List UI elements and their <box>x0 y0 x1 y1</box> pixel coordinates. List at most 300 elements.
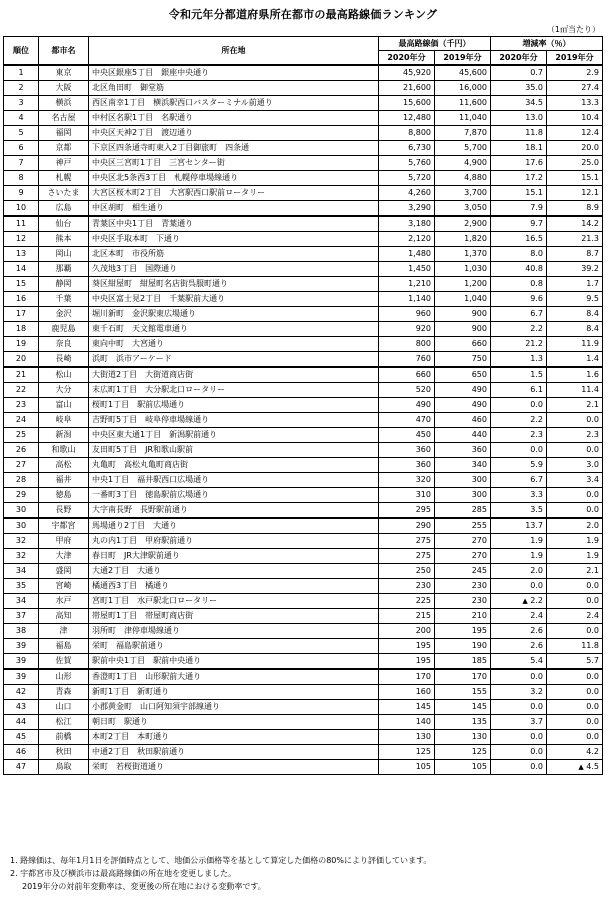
cell-price-2019 <box>435 322 491 337</box>
cell-price-2020-value: 195 <box>415 641 431 650</box>
cell-rank-value: 16 <box>15 294 27 303</box>
cell-rank-value: 39 <box>15 656 27 665</box>
cell-price-2020-value: 320 <box>415 475 431 484</box>
cell-price-2019 <box>435 398 491 413</box>
cell-location-value: 本町2丁目 本町通り <box>92 732 170 741</box>
cell-price-2019 <box>435 262 491 277</box>
cell-price-2019 <box>435 201 491 217</box>
cell-city-value: 宇都宮 <box>51 521 76 530</box>
cell-city <box>39 534 89 549</box>
cell-location <box>89 700 379 715</box>
cell-rank <box>4 654 39 670</box>
cell-price-2019 <box>435 579 491 594</box>
cell-price-2020 <box>379 337 435 352</box>
cell-rank-value: 34 <box>15 596 27 605</box>
table-row <box>4 247 603 262</box>
cell-price-2020 <box>379 594 435 609</box>
cell-price-2019 <box>435 96 491 111</box>
cell-city <box>39 639 89 654</box>
cell-city-value: 京都 <box>55 143 72 152</box>
table-row <box>4 398 603 413</box>
cell-location <box>89 715 379 730</box>
cell-price-2020-value: 5,760 <box>408 158 431 167</box>
cell-change-2020-value: 6.7 <box>530 309 543 318</box>
cell-location <box>89 156 379 171</box>
cell-price-2020 <box>379 186 435 201</box>
cell-rank <box>4 307 39 322</box>
cell-price-2019-value: 5,700 <box>464 143 487 152</box>
cell-change-2020-value: 0.0 <box>530 672 543 681</box>
decline-mark: ▲ <box>578 763 584 771</box>
cell-price-2019-value: 145 <box>471 702 487 711</box>
cell-change-2020-value: 1.5 <box>530 370 543 379</box>
cell-price-2019 <box>435 700 491 715</box>
cell-price-2020-value: 45,920 <box>403 68 431 77</box>
table-row <box>4 337 603 352</box>
cell-change-2019-value: 0.0 <box>586 490 599 499</box>
cell-price-2020 <box>379 232 435 247</box>
cell-price-2019-value: 3,700 <box>464 188 487 197</box>
cell-price-2020 <box>379 624 435 639</box>
cell-city <box>39 367 89 383</box>
cell-city-value: 福井 <box>55 475 72 484</box>
cell-city-value: 秋田 <box>55 747 72 756</box>
table-row <box>4 669 603 685</box>
cell-price-2019 <box>435 277 491 292</box>
cell-change-2019-value: 1.9 <box>586 551 599 560</box>
cell-city <box>39 247 89 262</box>
cell-rank <box>4 322 39 337</box>
cell-rank-value: 18 <box>15 324 27 333</box>
cell-change-2020-value: 1.3 <box>530 354 543 363</box>
cell-location <box>89 730 379 745</box>
cell-price-2019-value: 105 <box>471 762 487 771</box>
cell-change-2019-value: 0.0 <box>586 505 599 514</box>
cell-city-value: 鳥取 <box>55 762 72 771</box>
cell-change-2020-value: 40.8 <box>525 264 543 273</box>
cell-city <box>39 745 89 760</box>
cell-rank <box>4 337 39 352</box>
cell-city-value: 岐阜 <box>55 415 72 424</box>
table-row <box>4 579 603 594</box>
cell-change-2019-value: 4.2 <box>586 747 599 756</box>
cell-price-2020 <box>379 458 435 473</box>
cell-change-2020 <box>491 337 547 352</box>
cell-price-2020 <box>379 81 435 96</box>
cell-change-2019-value: 10.4 <box>581 113 599 122</box>
cell-location-value: 北区角田町 御堂筋 <box>92 83 164 92</box>
table-row <box>4 760 603 775</box>
table-row <box>4 383 603 398</box>
cell-change-2020-value: 5.9 <box>530 460 543 469</box>
cell-price-2019-value: 490 <box>471 400 487 409</box>
cell-price-2019 <box>435 473 491 488</box>
cell-city <box>39 473 89 488</box>
cell-change-2020 <box>491 745 547 760</box>
cell-change-2020 <box>491 352 547 368</box>
cell-price-2020-value: 225 <box>415 596 431 605</box>
cell-change-2020-value: 8.0 <box>530 249 543 258</box>
cell-city-value: 鹿児島 <box>51 324 76 333</box>
cell-price-2020-value: 160 <box>415 687 431 696</box>
cell-city <box>39 141 89 156</box>
table-group <box>4 518 603 669</box>
cell-price-2019 <box>435 111 491 126</box>
cell-city <box>39 277 89 292</box>
cell-change-2019-value: 0.0 <box>586 596 599 605</box>
header-price-2020: 2020年分 <box>379 51 435 66</box>
cell-location <box>89 367 379 383</box>
cell-location <box>89 639 379 654</box>
cell-change-2020-value: 13.7 <box>525 521 543 530</box>
cell-city <box>39 81 89 96</box>
cell-change-2019-value: 20.0 <box>581 143 599 152</box>
cell-change-2020-value: 2.6 <box>530 641 543 650</box>
cell-city <box>39 216 89 232</box>
cell-change-2019 <box>547 639 603 654</box>
cell-price-2020-value: 2,120 <box>408 234 431 243</box>
cell-change-2020 <box>491 564 547 579</box>
cell-price-2020 <box>379 96 435 111</box>
cell-price-2020-value: 12,480 <box>403 113 431 122</box>
cell-price-2020 <box>379 639 435 654</box>
cell-location-value: 中央区手取本町 下通り <box>92 234 180 243</box>
cell-rank <box>4 171 39 186</box>
table-row <box>4 549 603 564</box>
cell-rank-value: 28 <box>15 475 27 484</box>
cell-change-2020 <box>491 715 547 730</box>
cell-price-2020-value: 250 <box>415 566 431 575</box>
footnote-2-continued: 2019年分の対前年変動率は、変更後の所在地における変動率です。 <box>22 882 266 891</box>
cell-change-2019 <box>547 126 603 141</box>
cell-change-2020-value: 0.0 <box>530 747 543 756</box>
cell-location-value: 大宮区桜木町2丁目 大宮駅西口駅前ロータリー <box>92 188 266 197</box>
cell-change-2019 <box>547 715 603 730</box>
cell-change-2020 <box>491 171 547 186</box>
cell-price-2019 <box>435 458 491 473</box>
cell-price-2020 <box>379 126 435 141</box>
cell-price-2020 <box>379 654 435 670</box>
cell-city-value: 前橋 <box>55 732 72 741</box>
cell-change-2020-value: 2.6 <box>530 626 543 635</box>
table-row <box>4 96 603 111</box>
cell-price-2020 <box>379 352 435 368</box>
cell-location <box>89 745 379 760</box>
cell-price-2019-value: 490 <box>471 385 487 394</box>
header-rank: 順位 <box>4 37 39 66</box>
cell-rank <box>4 428 39 443</box>
cell-city <box>39 624 89 639</box>
cell-price-2020-value: 275 <box>415 551 431 560</box>
cell-change-2019 <box>547 81 603 96</box>
cell-rank <box>4 700 39 715</box>
cell-change-2020 <box>491 443 547 458</box>
cell-city <box>39 337 89 352</box>
cell-city-value: さいたま <box>47 188 80 197</box>
cell-change-2020 <box>491 669 547 685</box>
cell-change-2019-value: 0.0 <box>586 626 599 635</box>
cell-price-2020-value: 195 <box>415 656 431 665</box>
table-row <box>4 473 603 488</box>
cell-price-2020 <box>379 564 435 579</box>
cell-change-2020 <box>491 307 547 322</box>
cell-change-2020 <box>491 96 547 111</box>
cell-location <box>89 186 379 201</box>
cell-change-2019 <box>547 473 603 488</box>
cell-price-2019-value: 750 <box>471 354 487 363</box>
cell-change-2019-value: 1.7 <box>586 279 599 288</box>
cell-price-2020-value: 105 <box>415 762 431 771</box>
cell-rank-value: 14 <box>15 264 27 273</box>
cell-location <box>89 352 379 368</box>
cell-location-value: 末広町1丁目 大分駅北口ロータリー <box>92 385 226 394</box>
cell-price-2019 <box>435 292 491 307</box>
cell-price-2019-value: 340 <box>471 460 487 469</box>
cell-city <box>39 458 89 473</box>
cell-price-2020 <box>379 307 435 322</box>
cell-location-value: 大字南長野 長野駅前通り <box>92 505 188 514</box>
cell-change-2020-value: 18.1 <box>525 143 543 152</box>
cell-change-2019 <box>547 730 603 745</box>
cell-rank-value: 23 <box>15 400 27 409</box>
cell-price-2019-value: 360 <box>471 445 487 454</box>
cell-change-2019 <box>547 292 603 307</box>
cell-rank <box>4 639 39 654</box>
cell-price-2020 <box>379 745 435 760</box>
cell-change-2019 <box>547 65 603 81</box>
cell-rank <box>4 141 39 156</box>
cell-change-2019 <box>547 624 603 639</box>
cell-price-2020-value: 5,720 <box>408 173 431 182</box>
cell-price-2020-value: 1,140 <box>408 294 431 303</box>
cell-location-value: 栄町 福島駅前通り <box>92 641 164 650</box>
cell-change-2019 <box>547 216 603 232</box>
table-row <box>4 715 603 730</box>
cell-price-2020 <box>379 367 435 383</box>
cell-city-value: 岡山 <box>55 249 72 258</box>
cell-location <box>89 171 379 186</box>
cell-change-2019-value: 9.5 <box>586 294 599 303</box>
cell-city <box>39 488 89 503</box>
cell-price-2019-value: 230 <box>471 581 487 590</box>
cell-rank-value: 21 <box>15 370 27 379</box>
cell-change-2020 <box>491 81 547 96</box>
cell-price-2020 <box>379 111 435 126</box>
cell-change-2020-value: 17.6 <box>525 158 543 167</box>
cell-city <box>39 186 89 201</box>
cell-change-2019 <box>547 488 603 503</box>
cell-change-2020 <box>491 367 547 383</box>
table-row <box>4 413 603 428</box>
cell-price-2019-value: 16,000 <box>459 83 487 92</box>
table-row <box>4 609 603 624</box>
cell-change-2019-value: 25.0 <box>581 158 599 167</box>
cell-price-2019 <box>435 609 491 624</box>
cell-location <box>89 247 379 262</box>
cell-price-2019 <box>435 428 491 443</box>
table-row <box>4 201 603 217</box>
cell-rank-value: 27 <box>15 460 27 469</box>
cell-city <box>39 609 89 624</box>
cell-location-value: 羽所町 津停車場線通り <box>92 626 180 635</box>
cell-change-2020-value: 2.2 <box>530 596 543 605</box>
cell-change-2020-value: 7.9 <box>530 203 543 212</box>
cell-change-2020 <box>491 156 547 171</box>
cell-price-2019 <box>435 232 491 247</box>
cell-city <box>39 262 89 277</box>
cell-rank-value: 44 <box>15 717 27 726</box>
cell-location <box>89 141 379 156</box>
cell-change-2019-value: 0.0 <box>586 687 599 696</box>
cell-location <box>89 383 379 398</box>
cell-rank-value: 47 <box>15 762 27 771</box>
cell-location <box>89 624 379 639</box>
cell-city-value: 徳島 <box>55 490 72 499</box>
cell-change-2019 <box>547 534 603 549</box>
footnote-2: 2. 宇都宮市及び横浜市は最高路線価の所在地を変更しました。 <box>10 869 237 878</box>
cell-city-value: 静岡 <box>55 279 72 288</box>
cell-location-value: 中央区三宮町1丁目 三宮センター街 <box>92 158 225 167</box>
cell-change-2020-value: 3.2 <box>530 687 543 696</box>
cell-price-2019-value: 270 <box>471 536 487 545</box>
cell-rank <box>4 186 39 201</box>
cell-change-2019 <box>547 201 603 217</box>
cell-change-2019-value: 8.4 <box>586 309 599 318</box>
cell-city <box>39 518 89 534</box>
cell-city <box>39 307 89 322</box>
cell-change-2019-value: 2.4 <box>586 611 599 620</box>
cell-change-2020-value: 6.1 <box>530 385 543 394</box>
cell-price-2020-value: 130 <box>415 732 431 741</box>
cell-change-2020-value: 15.1 <box>525 188 543 197</box>
cell-price-2019-value: 195 <box>471 626 487 635</box>
cell-price-2020-value: 21,600 <box>403 83 431 92</box>
cell-location <box>89 534 379 549</box>
table-row <box>4 700 603 715</box>
cell-rank-value: 13 <box>15 249 27 258</box>
cell-change-2019-value: 0.0 <box>586 732 599 741</box>
footnotes <box>10 854 600 893</box>
cell-rank <box>4 201 39 217</box>
cell-rank-value: 37 <box>15 611 27 620</box>
cell-price-2019-value: 900 <box>471 324 487 333</box>
cell-city <box>39 428 89 443</box>
cell-location-value: 朝日町 駅通り <box>92 717 148 726</box>
cell-rank <box>4 669 39 685</box>
cell-change-2019-value: 0.0 <box>586 415 599 424</box>
cell-change-2019 <box>547 413 603 428</box>
cell-city-value: 東京 <box>55 68 72 77</box>
cell-change-2020-value: 2.0 <box>530 566 543 575</box>
cell-change-2020-value: 2.2 <box>530 324 543 333</box>
cell-location-value: 中央区天神2丁目 渡辺通り <box>92 128 194 137</box>
cell-change-2020 <box>491 216 547 232</box>
cell-change-2020 <box>491 639 547 654</box>
cell-city-value: 水戸 <box>55 596 72 605</box>
cell-rank-value: 30 <box>15 521 27 530</box>
cell-change-2019 <box>547 367 603 383</box>
cell-location-value: 桜町1丁目 駅前広場通り <box>92 400 186 409</box>
cell-change-2020-value: 9.6 <box>530 294 543 303</box>
cell-rank-value: 42 <box>15 687 27 696</box>
cell-price-2019 <box>435 307 491 322</box>
cell-price-2019 <box>435 383 491 398</box>
cell-price-2019-value: 11,600 <box>459 98 487 107</box>
table-row <box>4 458 603 473</box>
cell-change-2020 <box>491 503 547 519</box>
cell-change-2020 <box>491 473 547 488</box>
cell-location <box>89 201 379 217</box>
cell-price-2020 <box>379 65 435 81</box>
cell-change-2020 <box>491 126 547 141</box>
cell-price-2020-value: 660 <box>415 370 431 379</box>
cell-rank <box>4 503 39 519</box>
table-row <box>4 322 603 337</box>
cell-change-2019 <box>547 609 603 624</box>
cell-change-2019 <box>547 564 603 579</box>
cell-rank-value: 10 <box>15 203 27 212</box>
cell-city-value: 横浜 <box>55 98 72 107</box>
decline-mark: ▲ <box>522 597 528 605</box>
cell-change-2019 <box>547 337 603 352</box>
cell-change-2019-value: 1.4 <box>586 354 599 363</box>
cell-price-2020 <box>379 141 435 156</box>
cell-price-2020 <box>379 700 435 715</box>
cell-change-2020 <box>491 201 547 217</box>
cell-change-2019-value: 4.5 <box>586 762 599 771</box>
cell-price-2020-value: 1,210 <box>408 279 431 288</box>
cell-city-value: 長崎 <box>55 354 72 363</box>
cell-change-2019-value: 2.1 <box>586 566 599 575</box>
cell-rank-value: 46 <box>15 747 27 756</box>
cell-change-2019 <box>547 111 603 126</box>
cell-rank <box>4 760 39 775</box>
cell-location <box>89 398 379 413</box>
cell-rank-value: 32 <box>15 536 27 545</box>
cell-rank-value: 19 <box>15 339 27 348</box>
cell-change-2020-value: 2.2 <box>530 415 543 424</box>
cell-change-2019-value: 15.1 <box>581 173 599 182</box>
cell-rank-value: 3 <box>18 98 24 107</box>
cell-city <box>39 564 89 579</box>
cell-price-2020-value: 275 <box>415 536 431 545</box>
cell-price-2020-value: 230 <box>415 581 431 590</box>
table-group <box>4 669 603 775</box>
table-row <box>4 352 603 368</box>
cell-location <box>89 669 379 685</box>
cell-change-2020-value: 34.5 <box>525 98 543 107</box>
cell-change-2019 <box>547 352 603 368</box>
cell-change-2020 <box>491 383 547 398</box>
cell-rank <box>4 413 39 428</box>
cell-change-2020 <box>491 141 547 156</box>
cell-change-2020-value: 3.5 <box>530 505 543 514</box>
cell-rank <box>4 458 39 473</box>
cell-change-2019 <box>547 745 603 760</box>
cell-location-value: 大街道2丁目 大街道商店街 <box>92 370 194 379</box>
cell-city <box>39 201 89 217</box>
cell-location <box>89 307 379 322</box>
cell-price-2019 <box>435 715 491 730</box>
cell-price-2019-value: 270 <box>471 551 487 560</box>
cell-city <box>39 503 89 519</box>
cell-price-2020-value: 3,290 <box>408 203 431 212</box>
cell-price-2020-value: 470 <box>415 415 431 424</box>
cell-location <box>89 337 379 352</box>
cell-change-2019 <box>547 156 603 171</box>
cell-city <box>39 579 89 594</box>
cell-price-2020-value: 8,800 <box>408 128 431 137</box>
